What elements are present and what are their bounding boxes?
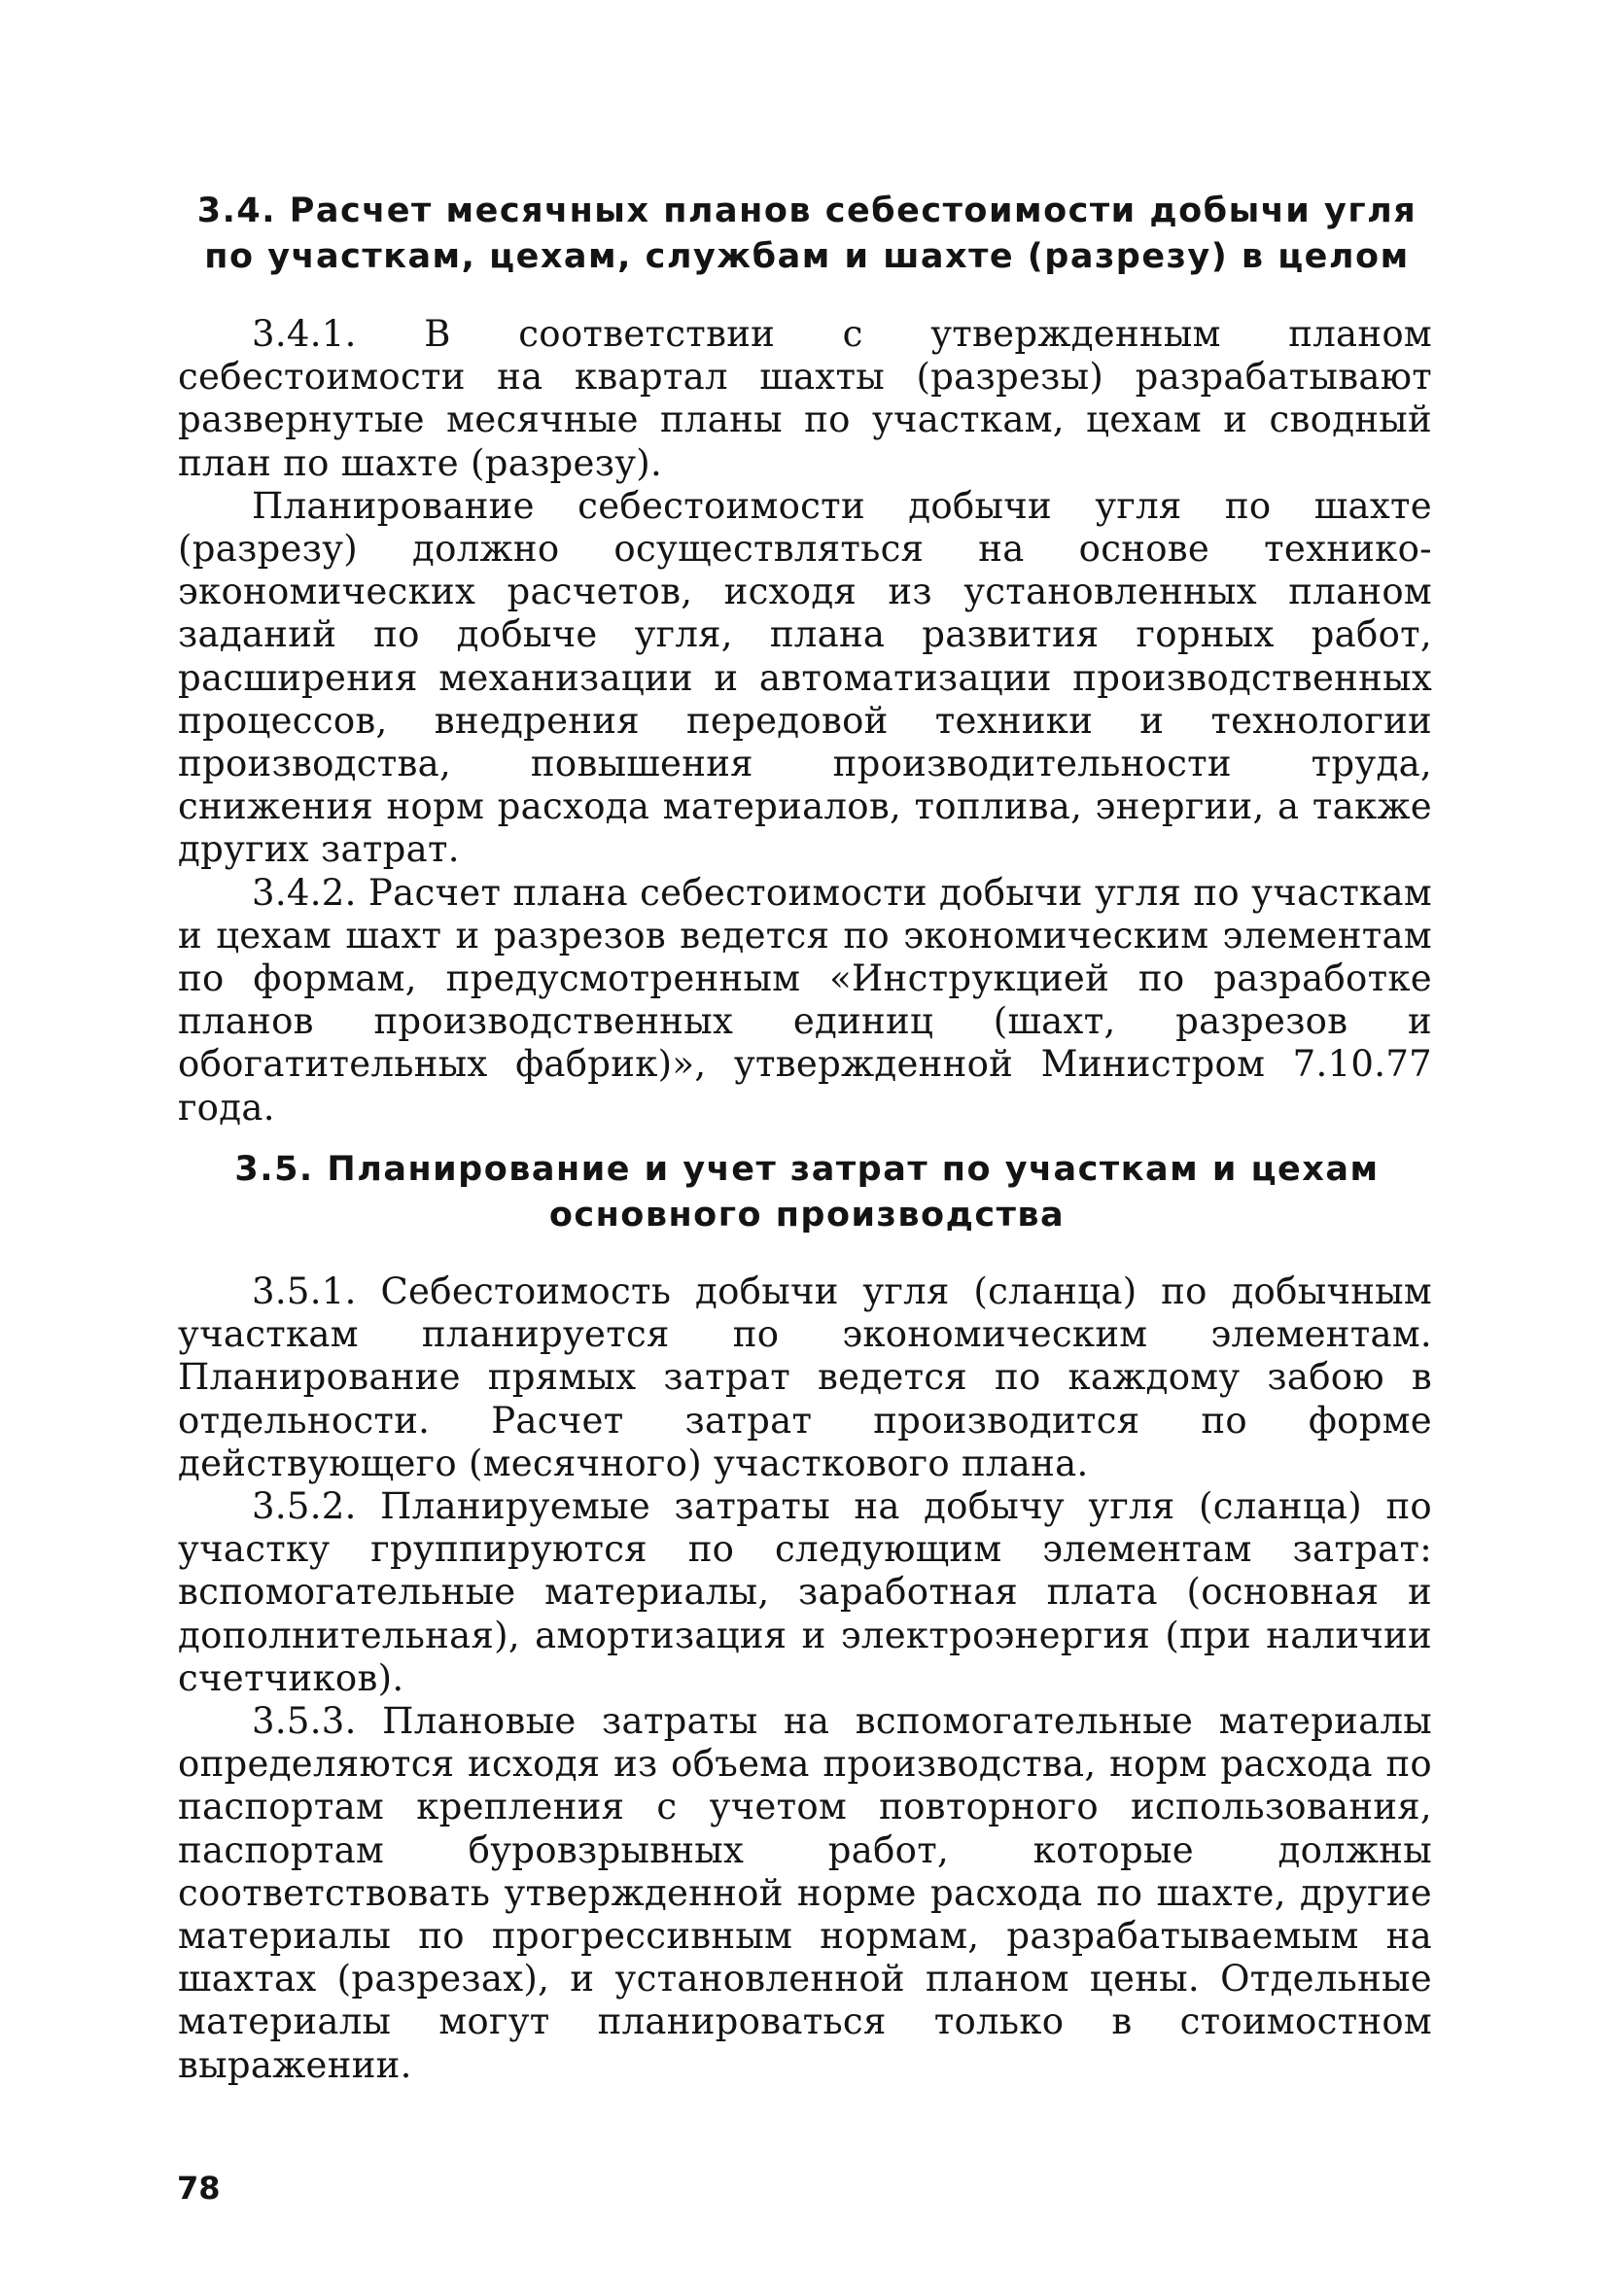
heading-line: 3.5. Планирование и учет затрат по участкам и цехам xyxy=(234,1150,1380,1189)
section-body-3-4 xyxy=(178,313,1432,1130)
paragraph-3-5-2: 3.5.2. Планируемые затраты на добычу угля (сланца) по участку группируются по следующим элементам затрат: вспомогательные материалы, заработная плата (основная и дополнительная), амортизация и электроэнергия (при наличии счетчиков). xyxy=(178,1485,1432,1699)
section-heading-3-5 xyxy=(194,1147,1419,1238)
page-number: 78 xyxy=(177,2170,221,2207)
paragraph-3-4-1: 3.4.1. В соответствии с утвержденным планом себестоимости на квартал шахты (разрезы) разрабатывают развернутые месячные планы по участкам, цехам и сводный план по шахте (разрезу). xyxy=(178,313,1432,484)
paragraph-3-4-2: 3.4.2. Расчет плана себестоимости добычи угля по участкам и цехам шахт и разрезов ведется по экономическим элементам по формам, предусмотренным «Инструкцией по разработке планов производственных единиц (шахт, разрезов и обогатительных фабрик)», утвержденной Министром 7.10.77 года. xyxy=(178,871,1432,1129)
heading-line: 3.4. Расчет месячных планов себестоимости добычи угля xyxy=(196,191,1418,230)
paragraph-3-5-3: 3.5.3. Плановые затраты на вспомогательные материалы определяются исходя из объема производства, норм расхода по паспортам крепления с учетом повторного использования, паспортам буровзрывных работ, которые должны соответствовать утвержденной норме расхода по шахте, другие материалы по прогрессивным нормам, разрабатываемым на шахтах (разрезах), и установленной планом цены. Отдельные материалы могут планироваться только в стоимостном выражении. xyxy=(178,1700,1432,2086)
section-heading-3-4 xyxy=(194,189,1419,280)
paragraph-3-5-1: 3.5.1. Себестоимость добычи угля (сланца) по добычным участкам планируется по экономическим элементам. Планирование прямых затрат ведется по каждому забою в отдельности. Расчет затрат производится по форме действующего (месячного) участкового плана. xyxy=(178,1270,1432,1484)
heading-line: по участкам, цехам, службам и шахте (разрезу) в целом xyxy=(204,237,1410,276)
paragraph-planning: Планирование себестоимости добычи угля по шахте (разрезу) должно осуществляться на основе технико-экономических расчетов, исходя из установленных планом заданий по добыче угля, плана развития горных работ, расширения механизации и автоматизации производственных процессов, внедрения передовой техники и технологии производства, повышения производительности труда, снижения норм расхода материалов, топлива, энергии, а также других затрат. xyxy=(178,484,1432,871)
section-body-3-5 xyxy=(178,1270,1432,2087)
heading-line: основного производства xyxy=(548,1196,1066,1235)
